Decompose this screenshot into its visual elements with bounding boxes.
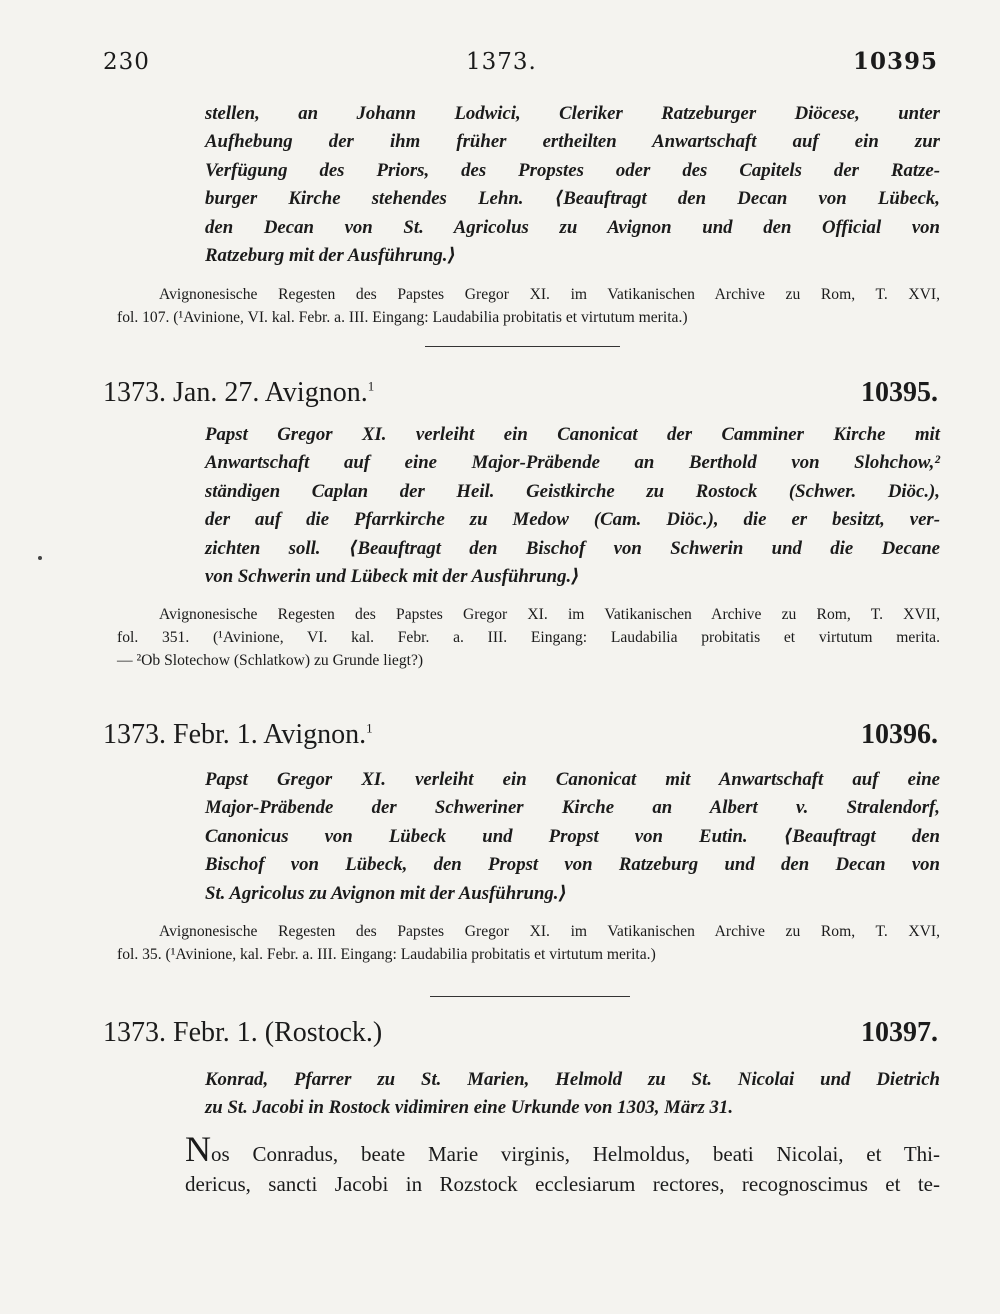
source-note-10394 bbox=[117, 283, 940, 329]
source-line: Avignonesische Regesten des Papstes Gregor XI. im Vatikanischen Archive zu Rom, T. XVI, bbox=[159, 286, 940, 303]
regest-line: burger Kirche stehendes Lehn. ⟨Beauftragt den Decan von Lübeck, bbox=[205, 188, 940, 210]
page-number: 230 bbox=[103, 49, 150, 75]
text-line: dericus, sancti Jacobi in Rozstock ecclesiarum rectores, recognoscimus et te- bbox=[185, 1172, 940, 1196]
regest-line: Papst Gregor XI. verleiht ein Canonicat mit Anwartschaft auf eine bbox=[205, 769, 940, 790]
regest-line: zichten soll. ⟨Beauftragt den Bischof von Schwerin und die Decane bbox=[205, 537, 940, 559]
running-year: 1373. bbox=[466, 49, 537, 75]
text-line: Nos Conradus, beate Marie virginis, Helmoldus, beati Nicolai, et Thi- bbox=[185, 1129, 940, 1169]
regest-line: St. Agricolus zu Avignon mit der Ausführung.⟩ bbox=[205, 882, 568, 904]
entry-heading-10397 bbox=[103, 1017, 938, 1049]
regest-line: Major-Präbende der Schweriner Kirche an Albert v. Stralendorf, bbox=[205, 797, 940, 819]
separator-rule bbox=[425, 346, 620, 347]
source-note-10396 bbox=[117, 920, 940, 966]
regest-10394-tail bbox=[205, 100, 940, 270]
source-line: Avignonesische Regesten des Papstes Gregor XI. im Vatikanischen Archive zu Rom, T. XVII, bbox=[159, 606, 940, 623]
regest-10397 bbox=[205, 1066, 940, 1123]
regest-line: Ratzeburg mit der Ausführung.⟩ bbox=[205, 245, 457, 267]
regest-line: ständigen Caplan der Heil. Geistkirche zu Rostock (Schwer. Diöc.), bbox=[205, 480, 940, 502]
running-document-number: 10395 bbox=[852, 48, 938, 75]
source-line: fol. 35. (¹Avinione, kal. Febr. a. III. Eingang: Laudabilia probitatis et virtutum merita.) bbox=[117, 946, 656, 963]
page-header bbox=[103, 48, 938, 75]
regest-line: Verfügung des Priors, des Propstes oder des Capitels der Ratze- bbox=[205, 159, 940, 181]
margin-speck bbox=[38, 556, 42, 560]
entry-number: 10397. bbox=[861, 1017, 938, 1048]
initial-letter: N bbox=[185, 1129, 211, 1169]
regest-line: den Decan von St. Agricolus zu Avignon und den Official von bbox=[205, 216, 940, 238]
regest-line: zu St. Jacobi in Rostock vidimiren eine Urkunde von 1303, März 31. bbox=[205, 1097, 734, 1119]
separator-rule bbox=[430, 996, 630, 997]
regest-line: Bischof von Lübeck, den Propst von Ratzeburg und den Decan von bbox=[205, 854, 940, 876]
regest-line: Papst Gregor XI. verleiht ein Canonicat der Camminer Kirche mit bbox=[205, 424, 940, 445]
source-line: Avignonesische Regesten des Papstes Gregor XI. im Vatikanischen Archive zu Rom, T. XVI, bbox=[159, 923, 940, 940]
regest-10396 bbox=[205, 766, 940, 908]
regest-10395 bbox=[205, 421, 940, 591]
source-line: fol. 107. (¹Avinione, VI. kal. Febr. a. III. Eingang: Laudabilia probitatis et virtutum merita.) bbox=[117, 309, 688, 326]
entry-number: 10395. bbox=[861, 377, 938, 408]
source-line: fol. 351. (¹Avinione, VI. kal. Febr. a. III. Eingang: Laudabilia probitatis et virtutum merita. bbox=[117, 629, 940, 646]
footnote-mark: 1 bbox=[366, 720, 373, 736]
entry-date-place: 1373. Febr. 1. (Rostock.) bbox=[103, 1017, 383, 1048]
regest-line: Anwartschaft auf eine Major-Präbende an Berthold von Slohchow,² bbox=[205, 452, 940, 474]
document-text-10397 bbox=[185, 1129, 940, 1199]
regest-line: von Schwerin und Lübeck mit der Ausführung.⟩ bbox=[205, 566, 580, 588]
source-note-10395 bbox=[117, 603, 940, 672]
regest-line: Konrad, Pfarrer zu St. Marien, Helmold zu St. Nicolai und Dietrich bbox=[205, 1069, 940, 1090]
regest-line: Aufhebung der ihm früher ertheilten Anwartschaft auf ein zur bbox=[205, 131, 940, 153]
entry-date-place: 1373. Febr. 1. Avignon.$^1$ bbox=[103, 719, 373, 750]
source-line: — ²Ob Slotechow (Schlatkow) zu Grunde liegt?) bbox=[117, 652, 424, 669]
regest-line: Canonicus von Lübeck und Propst von Eutin. ⟨Beauftragt den bbox=[205, 825, 940, 847]
footnote-mark: 1 bbox=[367, 378, 375, 394]
entry-heading-10395 bbox=[103, 377, 938, 409]
entry-date-place: 1373. Jan. 27. Avignon.$^1$ bbox=[103, 377, 375, 408]
regest-line: stellen, an Johann Lodwici, Cleriker Ratzeburger Diöcese, unter bbox=[205, 103, 940, 124]
entry-number: 10396. bbox=[861, 719, 938, 750]
regest-line: der auf die Pfarrkirche zu Medow (Cam. Diöc.), die er besitzt, ver- bbox=[205, 509, 940, 531]
entry-heading-10396 bbox=[103, 719, 938, 751]
